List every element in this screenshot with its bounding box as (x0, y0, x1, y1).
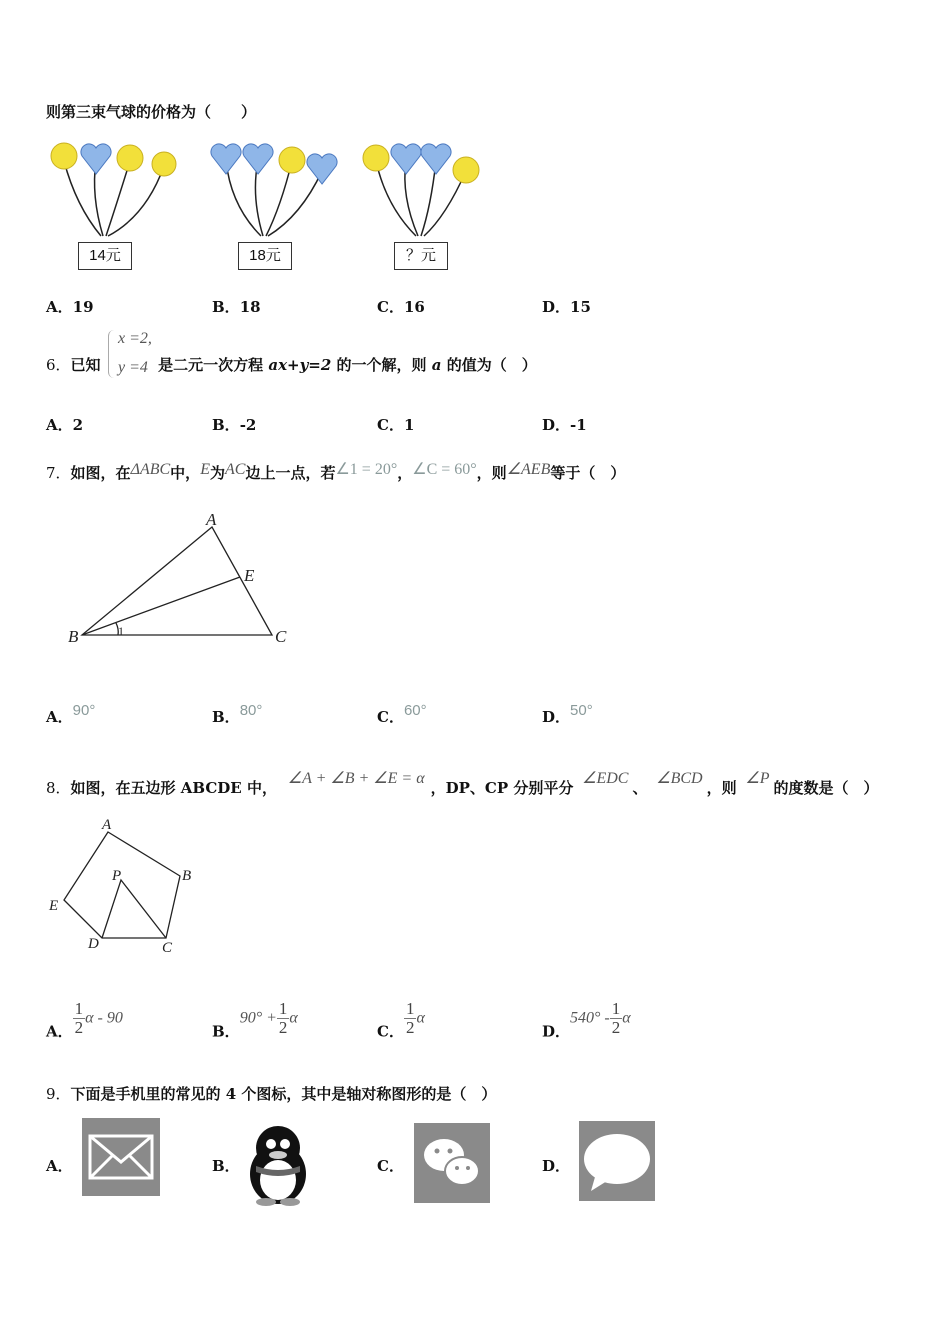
q8-option-b[interactable]: B．90° + $\frac{1}{2}$ α (212, 999, 298, 1041)
label-e: E (49, 898, 59, 914)
q9-option-c[interactable]: C． (377, 1157, 404, 1175)
label-a: A (206, 510, 217, 529)
q5-stem: 则第三束气球的价格为（ ） (46, 103, 257, 121)
label-a: A (102, 817, 112, 833)
q8-option-c[interactable]: C． $\frac{1}{2}$ α (377, 999, 425, 1041)
q9-stem: 9．下面是手机里的常见的 4 个图标，其中是轴对称图形的是（ ） (46, 1085, 497, 1103)
q5-option-d[interactable]: D．15 (542, 298, 591, 316)
q8-option-a[interactable]: A． $\frac{1}{2}$ α - 90 (46, 999, 123, 1041)
label-c: C (275, 627, 287, 646)
speech-bubble-icon[interactable] (579, 1121, 655, 1201)
pentagon-figure (44, 812, 214, 962)
q8-stem: 8．如图，在五边形 ABCDE 中， ∠A + ∠B + ∠E = α，DP、CP 分别平分 ∠EDC、 ∠BCD，则 ∠P的度数是（ ） (46, 770, 879, 797)
q6-stem: 6．已知 是二元一次方程 ax+y=2 的一个解，则 a 的值为（ ） (46, 356, 537, 374)
q6-option-a[interactable]: A．2 (46, 416, 84, 434)
label-d: D (88, 936, 99, 952)
q8-option-d[interactable]: D．540° - $\frac{1}{2}$ α (542, 999, 631, 1041)
q6-option-c[interactable]: C．1 (377, 416, 415, 434)
q6-option-d[interactable]: D．-1 (542, 416, 587, 434)
q9-option-a[interactable]: A． (46, 1157, 73, 1175)
price-tag-3: ？元 (394, 242, 448, 270)
price-tag-1: 14元 (78, 242, 132, 270)
q7-option-c[interactable]: C．60° (377, 702, 427, 726)
triangle-figure (60, 505, 300, 655)
penguin-icon[interactable] (244, 1124, 312, 1206)
price-tag-2: 18元 (238, 242, 292, 270)
label-angle-1: 1 (118, 624, 124, 638)
label-c: C (162, 940, 173, 956)
label-b: B (182, 868, 192, 884)
label-p: P (112, 868, 122, 884)
label-e: E (244, 566, 255, 585)
envelope-icon[interactable] (82, 1118, 160, 1196)
label-b: B (68, 627, 79, 646)
q5-option-a[interactable]: A．19 (46, 298, 94, 316)
q6-option-b[interactable]: B．-2 (212, 416, 257, 434)
equation-x: x =2, (118, 330, 152, 347)
q5-option-c[interactable]: C．16 (377, 298, 425, 316)
q7-stem: 7．如图，在ΔABC中，E为AC边上一点，若∠1 = 20°，∠C = 60°，则∠AEB等于（ ） (46, 461, 626, 482)
q5-option-b[interactable]: B．18 (212, 298, 261, 316)
equation-y: y =4 (118, 359, 148, 376)
q7-option-d[interactable]: D．50° (542, 702, 593, 726)
q9-option-b[interactable]: B． (212, 1157, 240, 1175)
q7-option-b[interactable]: B．80° (212, 702, 263, 726)
q7-option-a[interactable]: A．90° (46, 702, 96, 726)
q9-option-d[interactable]: D． (542, 1157, 571, 1175)
wechat-icon[interactable] (414, 1123, 490, 1203)
system-brace (108, 330, 115, 378)
